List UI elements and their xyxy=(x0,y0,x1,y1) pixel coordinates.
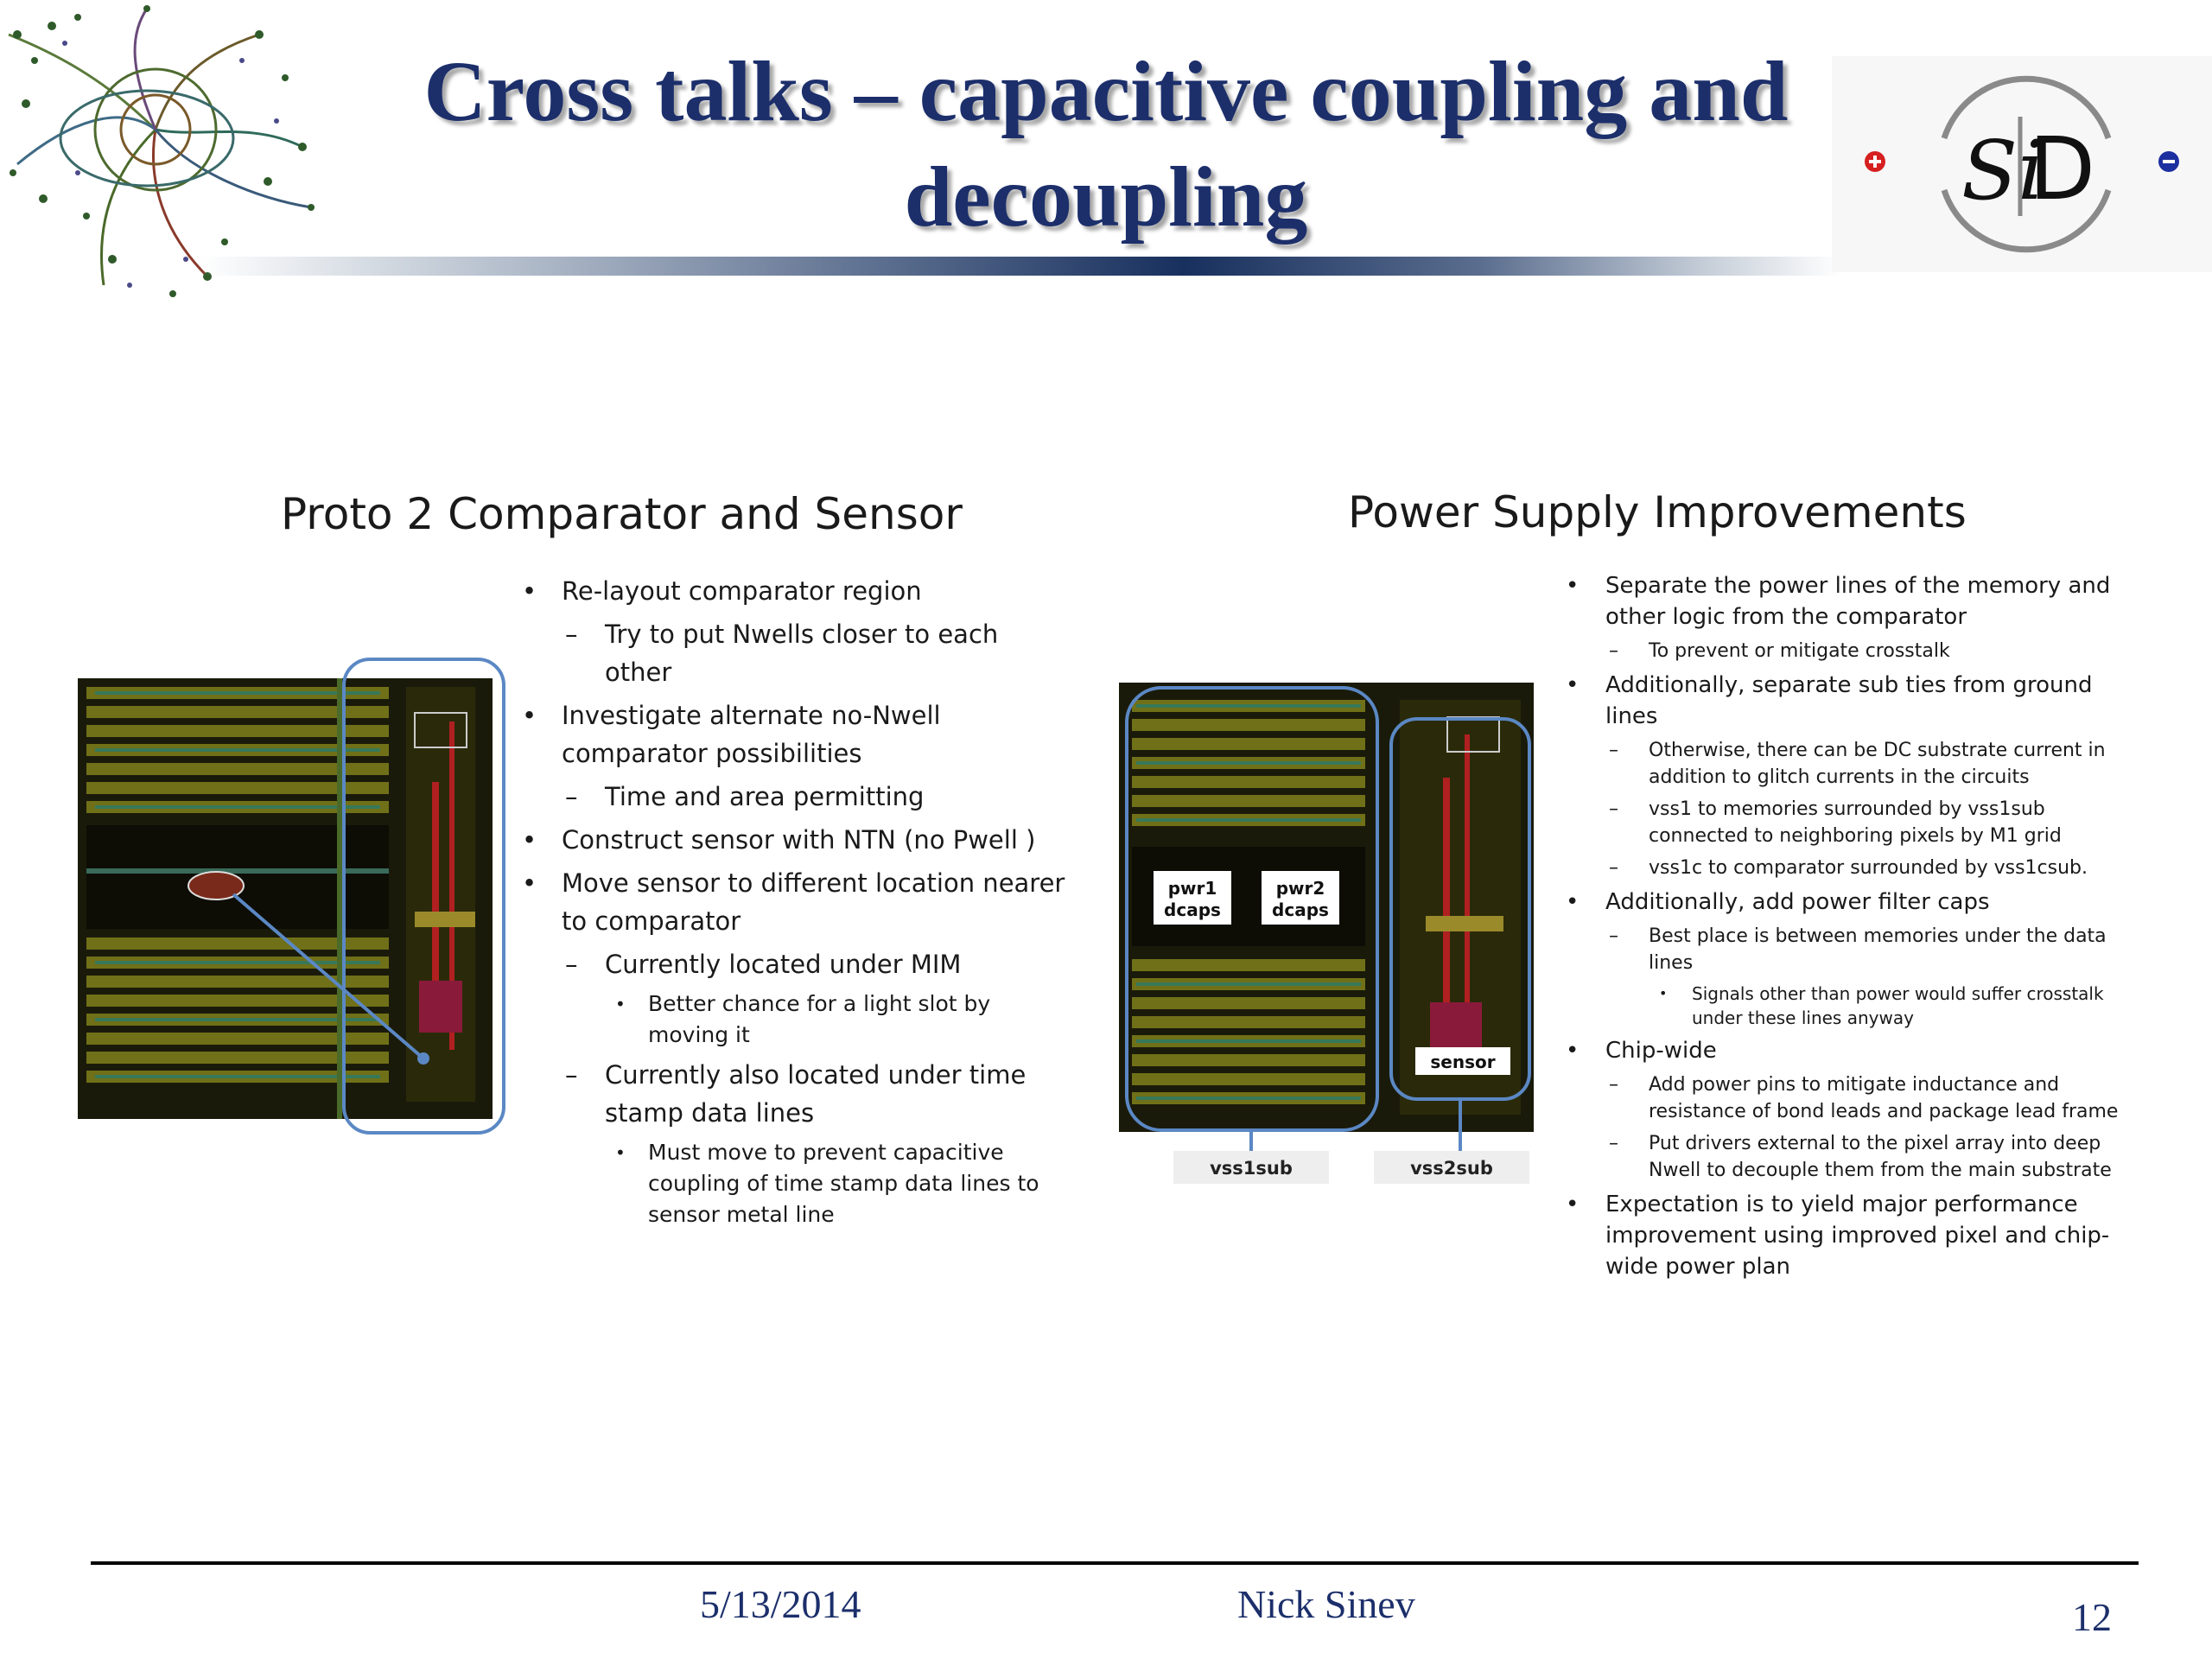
comparator-layout-image xyxy=(78,652,510,1145)
right-bullet-item: – vss1c to comparator surrounded by vss1csub. xyxy=(1562,855,2133,881)
sid-logo-si: Si xyxy=(1961,124,2044,219)
minus-icon xyxy=(2158,151,2179,172)
slide-title xyxy=(328,39,1884,250)
left-bullet-item: – Currently also located under time stamp data lines xyxy=(518,1056,1071,1132)
sensor-label: sensor xyxy=(1430,1052,1496,1072)
sid-logo xyxy=(1832,56,2212,272)
right-bullet-item: – Best place is between memories under the data lines xyxy=(1562,923,2133,976)
pwr2-dcaps-label: dcaps xyxy=(1272,899,1329,920)
slide-title-line-2: decoupling xyxy=(904,149,1308,245)
power-supply-layout-image xyxy=(1115,674,1547,1192)
footer-date: 5/13/2014 xyxy=(700,1582,861,1626)
pwr2-label: pwr2 xyxy=(1275,878,1325,899)
pwr1-dcaps-label: dcaps xyxy=(1164,899,1221,920)
right-panel-title: Power Supply Improvements xyxy=(1348,487,1967,537)
right-bullet-item: – Put drivers external to the pixel array into deep Nwell to decouple them from the main substrate xyxy=(1562,1130,2133,1184)
sid-logo-d: D xyxy=(2029,118,2096,219)
footer-author: Nick Sinev xyxy=(1237,1582,1415,1626)
left-bullet-item: • Better chance for a light slot by moving it xyxy=(518,988,1071,1051)
left-bullet-list xyxy=(518,572,1071,1236)
left-bullet-item: – Time and area permitting xyxy=(518,778,1071,816)
right-bullet-item: – Add power pins to mitigate inductance and resistance of bond leads and package lead frame xyxy=(1562,1071,2133,1125)
slide-title-line-1: Cross talks – capacitive coupling and xyxy=(423,43,1789,139)
left-panel-title: Proto 2 Comparator and Sensor xyxy=(281,489,963,539)
right-bullet-item: – To prevent or mitigate crosstalk xyxy=(1562,638,2133,664)
right-bullet-item: • Signals other than power would suffer crosstalk under these lines anyway xyxy=(1562,982,2133,1030)
left-bullet-item: – Currently located under MIM xyxy=(518,945,1071,983)
left-bullet-item: • Move sensor to different location nearer to comparator xyxy=(518,864,1071,940)
page-number: 12 xyxy=(2072,1595,2112,1639)
right-bullet-item: – Otherwise, there can be DC substrate current in addition to glitch currents in the circuits xyxy=(1562,737,2133,791)
right-bullet-item: • Chip-wide xyxy=(1562,1035,2133,1066)
footer-divider xyxy=(91,1561,2139,1565)
right-bullet-list xyxy=(1562,570,2133,1287)
left-bullet-item: • Must move to prevent capacitive coupling of time stamp data lines to sensor metal line xyxy=(518,1137,1071,1230)
vss2sub-label: vss2sub xyxy=(1410,1158,1493,1179)
pwr1-label: pwr1 xyxy=(1167,878,1217,899)
left-bullet-item: • Construct sensor with NTN (no Pwell ) xyxy=(518,821,1071,859)
left-bullet-item: • Investigate alternate no-Nwell comparator possibilities xyxy=(518,696,1071,772)
left-bullet-item: • Re-layout comparator region xyxy=(518,572,1071,610)
vss1sub-label: vss1sub xyxy=(1210,1158,1293,1179)
right-bullet-item: – vss1 to memories surrounded by vss1sub connected to neighboring pixels by M1 grid xyxy=(1562,796,2133,849)
right-bullet-item: • Additionally, separate sub ties from ground lines xyxy=(1562,670,2133,732)
left-bullet-item: – Try to put Nwells closer to each other xyxy=(518,615,1071,691)
header-divider xyxy=(199,257,1840,276)
right-bullet-item: • Separate the power lines of the memory and other logic from the comparator xyxy=(1562,570,2133,632)
right-bullet-item: • Expectation is to yield major performance improvement using improved pixel and chip-wide power plan xyxy=(1562,1189,2133,1282)
plus-icon xyxy=(1865,151,1885,172)
right-bullet-item: • Additionally, add power filter caps xyxy=(1562,887,2133,918)
